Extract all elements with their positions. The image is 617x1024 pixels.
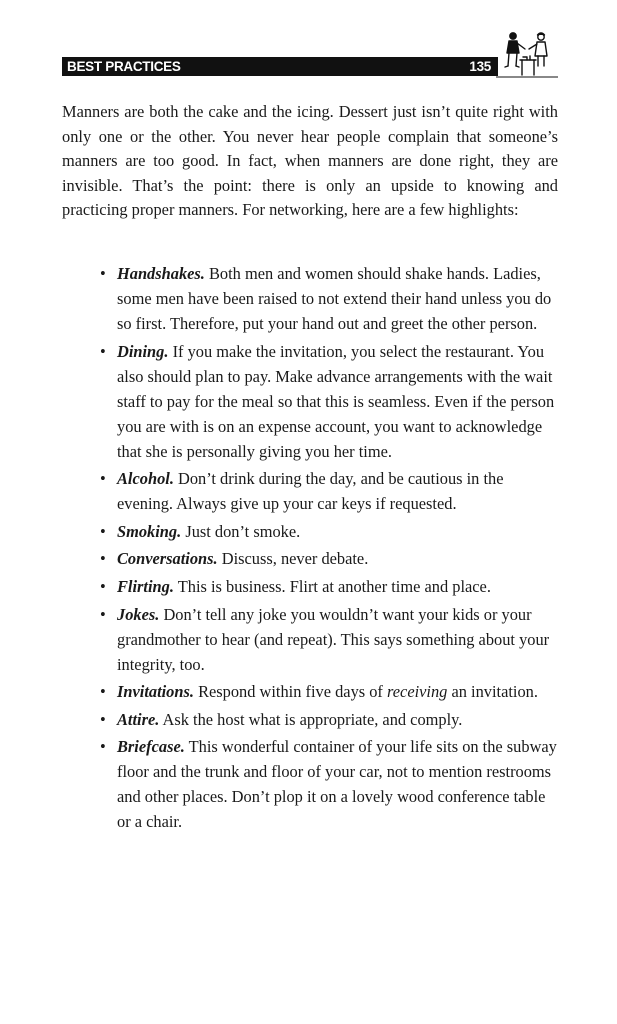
- handshake-at-table-icon: [496, 29, 558, 79]
- bullet-dot: •: [100, 264, 106, 283]
- list-item-emphasis: receiving: [387, 682, 448, 702]
- list-item-dining: [62, 339, 558, 464]
- highlights-list: [62, 261, 558, 837]
- list-item-conversations: [62, 546, 558, 571]
- list-item-text: Just don’t smoke.: [181, 521, 301, 541]
- bullet-dot: •: [100, 682, 106, 702]
- list-item-handshakes: [62, 261, 558, 336]
- list-item-text: Don’t drink during the day, and be cautious in the evening. Always give up your car keys if requested.: [117, 469, 504, 514]
- list-item-attire: [62, 707, 558, 732]
- page-number: 135: [469, 59, 491, 74]
- list-item-text: Respond within five days of: [193, 682, 387, 702]
- list-item-smoking: [62, 519, 558, 544]
- bullet-dot: •: [100, 604, 106, 624]
- list-item-term: Flirting.: [117, 576, 174, 596]
- list-item-term: Conversations.: [117, 549, 218, 569]
- page-header: [62, 29, 558, 79]
- list-item-text: Discuss, never debate.: [217, 549, 369, 569]
- list-item-text: This wonderful container of your life sits on the subway floor and the trunk and floor of your car, not to mention restrooms and other places. Don’t plop it on a lovely wood conference table or a chair.: [117, 737, 557, 832]
- list-item-term: Briefcase.: [117, 737, 185, 757]
- list-item-term: Invitations.: [117, 682, 194, 702]
- list-item-term: Dining.: [117, 341, 169, 361]
- list-item-text: Both men and women should shake hands. Ladies, some men have been raised to not extend their hand unless you do so first. Therefore, put your hand out and greet the other person.: [117, 264, 552, 333]
- bullet-dot: •: [100, 549, 106, 569]
- section-title: BEST PRACTICES: [67, 59, 181, 74]
- list-item-term: Alcohol.: [117, 469, 174, 489]
- list-item-text: This is business. Flirt at another time and place.: [173, 576, 491, 596]
- list-item-briefcase: [62, 734, 558, 834]
- list-item-invitations: [62, 679, 558, 704]
- bullet-dot: •: [100, 709, 106, 729]
- bullet-dot: •: [100, 576, 106, 596]
- list-item-term: Smoking.: [117, 521, 182, 541]
- list-item-alcohol: [62, 466, 558, 516]
- list-item-text-after: an invitation.: [447, 682, 538, 702]
- list-item-text: Don’t tell any joke you wouldn’t want your kids or your grandmother to hear (and repeat). This says something about your integrity, too.: [117, 604, 550, 674]
- list-item-text: If you make the invitation, you select the restaurant. You also should plan to pay. Make advance arrangements with the wait staff to pay for the meal so that this is seamless. Even if the person you are with is on an expense account, you want to acknowledge that she is personally giving you her time.: [117, 341, 555, 461]
- bullet-dot: •: [100, 341, 106, 361]
- intro-paragraph: Manners are both the cake and the icing. Dessert just isn’t quite right with only one or the other. You never hear people complain that someone’s manners are too good. In fact, when manners are done right, they are invisible. That’s the point: there is only an upside to knowing and practicing proper manners. For networking, here are a few highlights:: [62, 102, 558, 220]
- list-item-term: Handshakes.: [117, 264, 205, 283]
- list-item-jokes: [62, 602, 558, 677]
- bullet-dot: •: [100, 521, 106, 541]
- header-bar: [62, 57, 498, 76]
- list-item-flirting: [62, 574, 558, 599]
- bullet-dot: •: [100, 469, 106, 489]
- list-item-term: Attire.: [117, 709, 160, 729]
- list-item-term: Jokes.: [117, 604, 160, 624]
- bullet-dot: •: [100, 737, 106, 757]
- list-item-text: Ask the host what is appropriate, and comply.: [159, 709, 463, 729]
